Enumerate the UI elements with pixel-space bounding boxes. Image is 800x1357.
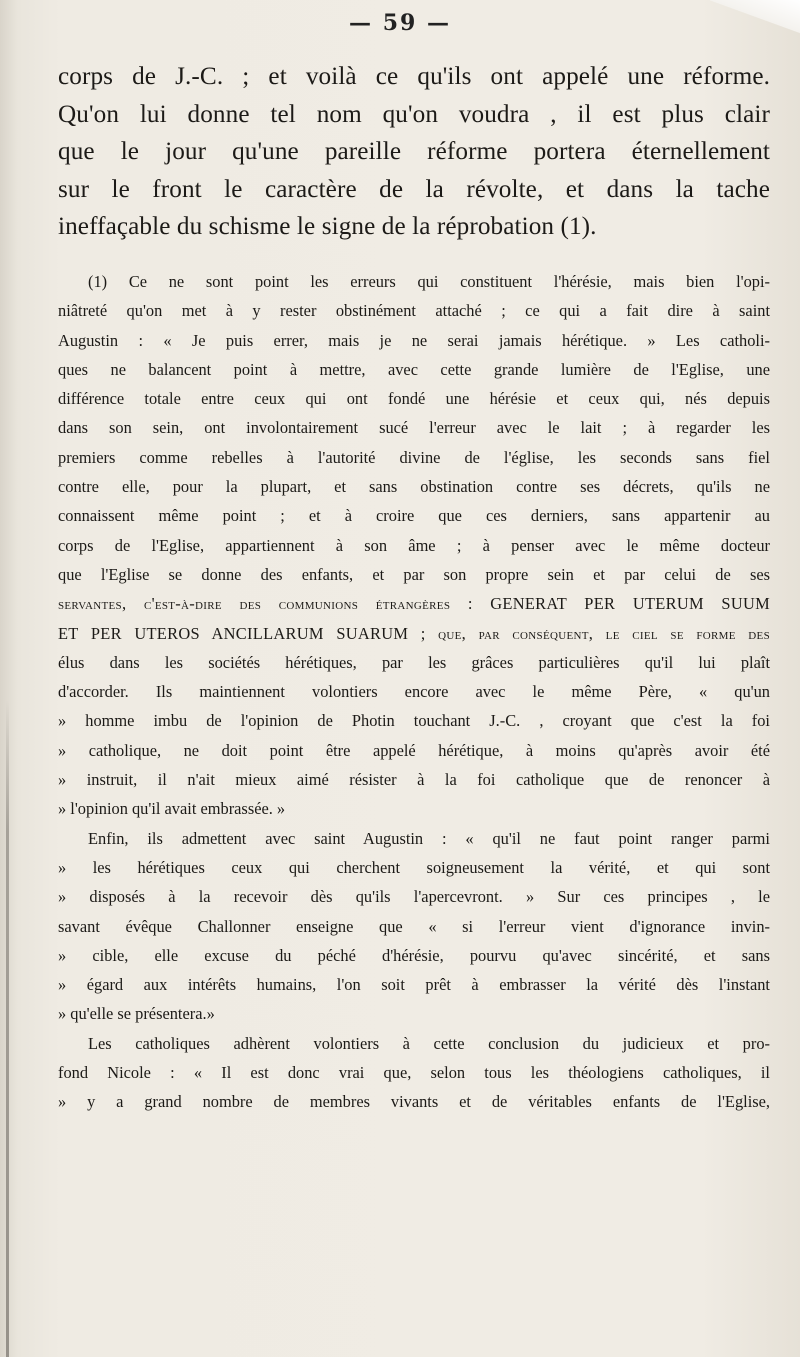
footnote-line: que l'Eglise se donne des enfants, et par son propre sein et par celui de ses — [58, 564, 770, 584]
footnote-line: connaissent même point ; et à croire que ces derniers, sans appartenir au — [58, 506, 770, 526]
body-line: Qu'on lui donne tel nom qu'on voudra , il est plus clair — [58, 100, 770, 128]
page-number: — 59 — — [349, 10, 451, 36]
footnote-line: premiers comme rebelles à l'autorité divine de l'église, les seconds sans fiel — [58, 447, 770, 467]
footnote-line: différence totale entre ceux qui ont fondé une hérésie et ceux qui, nés depuis — [58, 389, 770, 409]
footnote-line: dans son sein, ont involontairement sucé l'erreur avec le lait ; à regarder les — [58, 418, 770, 438]
footnote-line: » qu'elle se présentera.» — [58, 1004, 215, 1024]
body-paragraph — [58, 58, 770, 246]
footnote-line: » égard aux intérêts humains, l'on soit prêt à embrasser la vérité dès l'instant — [58, 975, 770, 995]
footnote-line: » instruit, il n'ait mieux aimé résister à la foi catholique que de renoncer à — [58, 770, 770, 790]
footnote-line: Les catholiques adhèrent volontiers à cette conclusion du judicieux et pro- — [88, 1033, 770, 1053]
footnote-line: contre elle, pour la plupart, et sans obstination contre ses décrets, qu'ils ne — [58, 477, 770, 497]
binding-gutter-shadow — [6, 700, 9, 1357]
footnote-line: (1) Ce ne sont point les erreurs qui constituent l'hérésie, mais bien l'opi- — [88, 272, 770, 291]
footnote-line: d'accorder. Ils maintiennent volontiers encore avec le même Père, « qu'un — [58, 682, 770, 702]
footnote-line: savant évêque Challonner enseigne que « si l'erreur vient d'ignorance invin- — [58, 916, 770, 936]
footnote — [58, 267, 770, 1117]
footnote-line: corps de l'Eglise, appartiennent à son âme ; à penser avec le même docteur — [58, 535, 770, 555]
footnote-line: ET PER UTEROS ANCILLARUM SUARUM ; que, par conséquent, le ciel se forme des — [58, 623, 770, 643]
footnote-line: élus dans les sociétés hérétiques, par les grâces particulières qu'il lui plaît — [58, 652, 770, 672]
footnote-line: » l'opinion qu'il avait embrassée. » — [58, 799, 286, 819]
footnote-line: fond Nicole : « Il est donc vrai que, selon tous les théologiens catholiques, il — [58, 1063, 770, 1083]
footnote-line: servantes, c'est-à-dire des communions étrangères : GENERAT PER UTERUM SUUM — [58, 594, 770, 614]
body-line: ineffaçable du schisme le signe de la réprobation (1). — [58, 213, 597, 240]
footnote-line: » disposés à la recevoir dès qu'ils l'apercevront. » Sur ces principes , le — [58, 887, 770, 907]
footnote-line: » cible, elle excuse du péché d'hérésie, pourvu qu'avec sincérité, et sans — [58, 945, 770, 965]
footnote-line: » y a grand nombre de membres vivants et de véritables enfants de l'Eglise, — [58, 1092, 770, 1112]
footnote-line: Enfin, ils admettent avec saint Augustin : « qu'il ne faut point ranger parmi — [88, 828, 770, 848]
body-line: corps de J.-C. ; et voilà ce qu'ils ont appelé une réforme. — [58, 63, 770, 90]
body-line: que le jour qu'une pareille réforme portera éternellement — [58, 138, 770, 165]
footnote-line: niâtreté qu'on met à y rester obstinément attaché ; ce qui a fait dire à saint — [58, 301, 770, 321]
footnote-line: ques ne balancent point à mettre, avec cette grande lumière de l'Eglise, une — [58, 359, 770, 379]
footnote-line: » catholique, ne doit point être appelé hérétique, à moins qu'après avoir été — [58, 740, 770, 760]
footnote-line: » homme imbu de l'opinion de Photin touchant J.-C. , croyant que c'est la foi — [58, 711, 770, 731]
footnote-line: » les hérétiques ceux qui cherchent soigneusement la vérité, et qui sont — [58, 857, 770, 877]
footnote-line: Augustin : « Je puis errer, mais je ne serai jamais hérétique. » Les catholi- — [58, 330, 770, 350]
body-line: sur le front le caractère de la révolte, et dans la tache — [58, 175, 770, 203]
